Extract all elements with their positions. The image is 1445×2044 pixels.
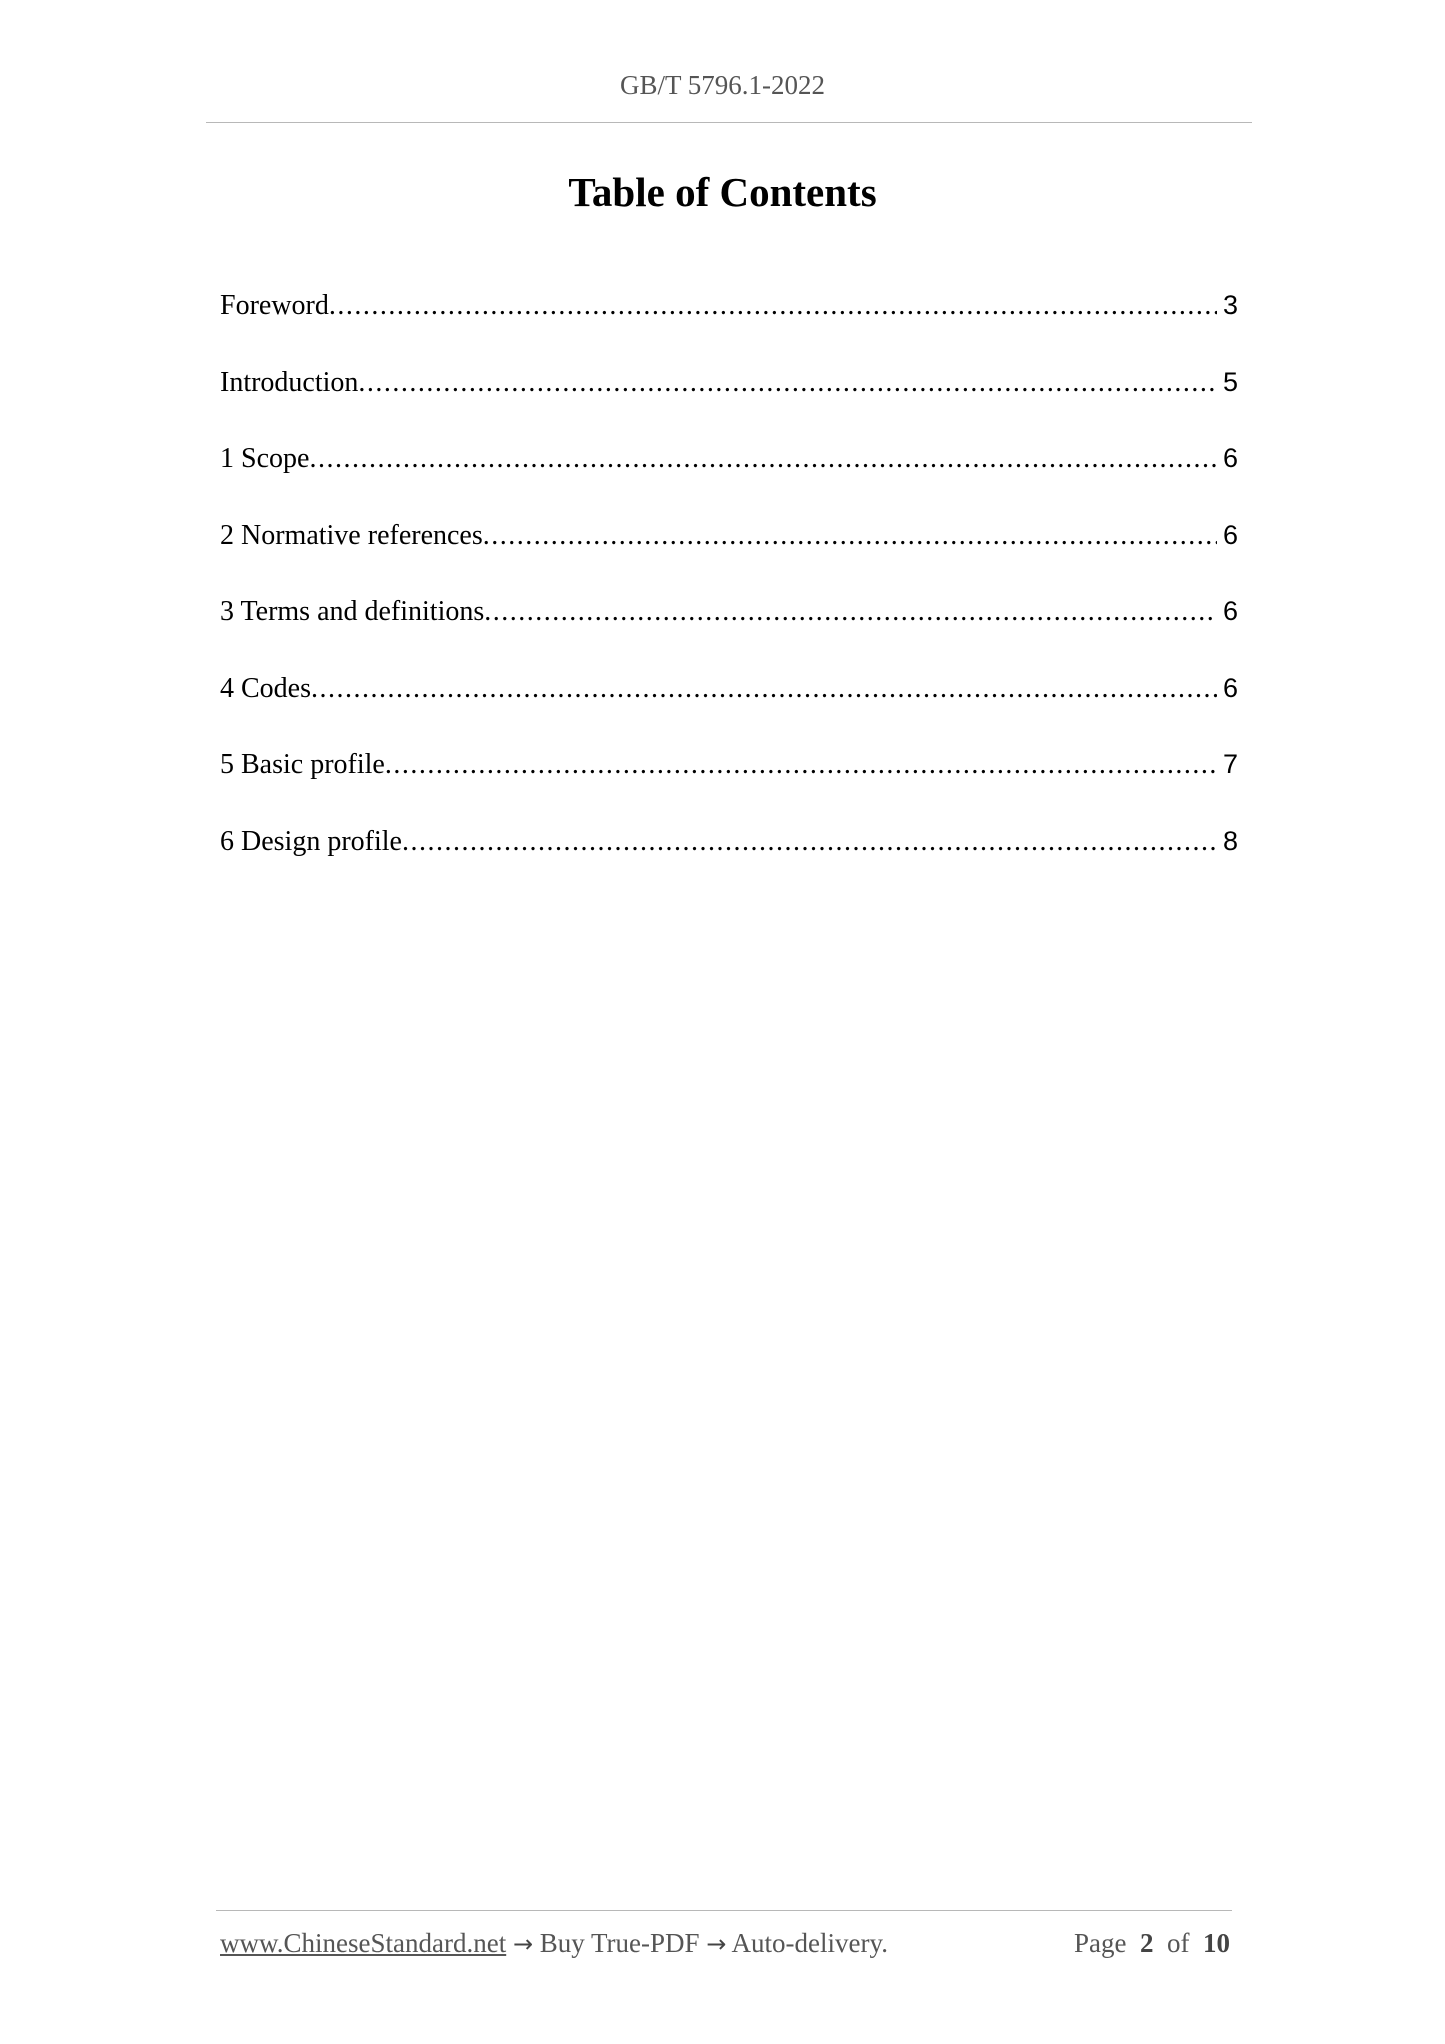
toc-entry-design-profile[interactable] [220,826,1238,903]
of-word: of [1167,1928,1190,1958]
toc-entry-foreword[interactable] [220,290,1238,367]
toc-entry-page: 6 [1222,672,1238,703]
toc-entry-page: 8 [1222,825,1238,856]
toc-entry-codes[interactable] [220,673,1238,750]
toc-entry-page: 7 [1222,749,1238,779]
footer-step-delivery: Auto-delivery. [731,1928,888,1958]
current-page-number: 2 [1140,1928,1154,1958]
footer-promo [220,1928,888,1959]
page-indicator [1074,1928,1230,1959]
toc-dot-leader [358,367,1217,399]
toc-dot-leader [311,673,1217,705]
right-arrow-icon: → [512,1930,534,1958]
toc-entry-page: 3 [1222,290,1238,320]
header-divider [206,122,1252,123]
toc-entry-page: 6 [1222,519,1238,550]
toc-title: Table of Contents [568,169,877,215]
toc-dot-leader [309,443,1217,475]
toc-entry-introduction[interactable] [220,367,1238,444]
toc-entry-scope[interactable] [220,443,1238,520]
running-header: GB/T 5796.1-2022 [619,70,825,100]
toc-entry-page: 6 [1222,443,1238,473]
toc-entry-label: 1 Scope [220,443,310,474]
toc-entry-label: Foreword [220,290,329,321]
toc-dot-leader [385,749,1217,781]
toc-entry-label: 3 Terms and definitions [220,596,485,627]
toc-list [220,290,1238,902]
toc-entry-normative-references[interactable] [220,520,1238,597]
total-page-count: 10 [1203,1928,1230,1958]
toc-dot-leader [329,290,1217,322]
toc-entry-label: 2 Normative references [220,519,483,551]
toc-entry-label: 6 Design profile [220,825,402,857]
toc-entry-basic-profile[interactable] [220,749,1238,826]
toc-dot-leader [483,520,1217,552]
toc-entry-label: 4 Codes [220,672,311,704]
footer-step-buy: Buy True-PDF [539,1928,700,1958]
toc-entry-page: 6 [1222,596,1238,626]
toc-entry-label: 5 Basic profile [220,749,385,780]
toc-dot-leader [484,596,1217,628]
toc-dot-leader [402,826,1217,858]
page-footer [220,1928,1230,1959]
footer-divider [216,1910,1232,1911]
right-arrow-icon: → [706,1930,727,1958]
toc-entry-page: 5 [1222,366,1238,397]
page-word: Page [1074,1928,1127,1958]
toc-entry-label: Introduction [220,366,359,398]
footer-website-link[interactable]: www.ChineseStandard.net [220,1928,507,1958]
toc-entry-terms-and-definitions[interactable] [220,596,1238,673]
